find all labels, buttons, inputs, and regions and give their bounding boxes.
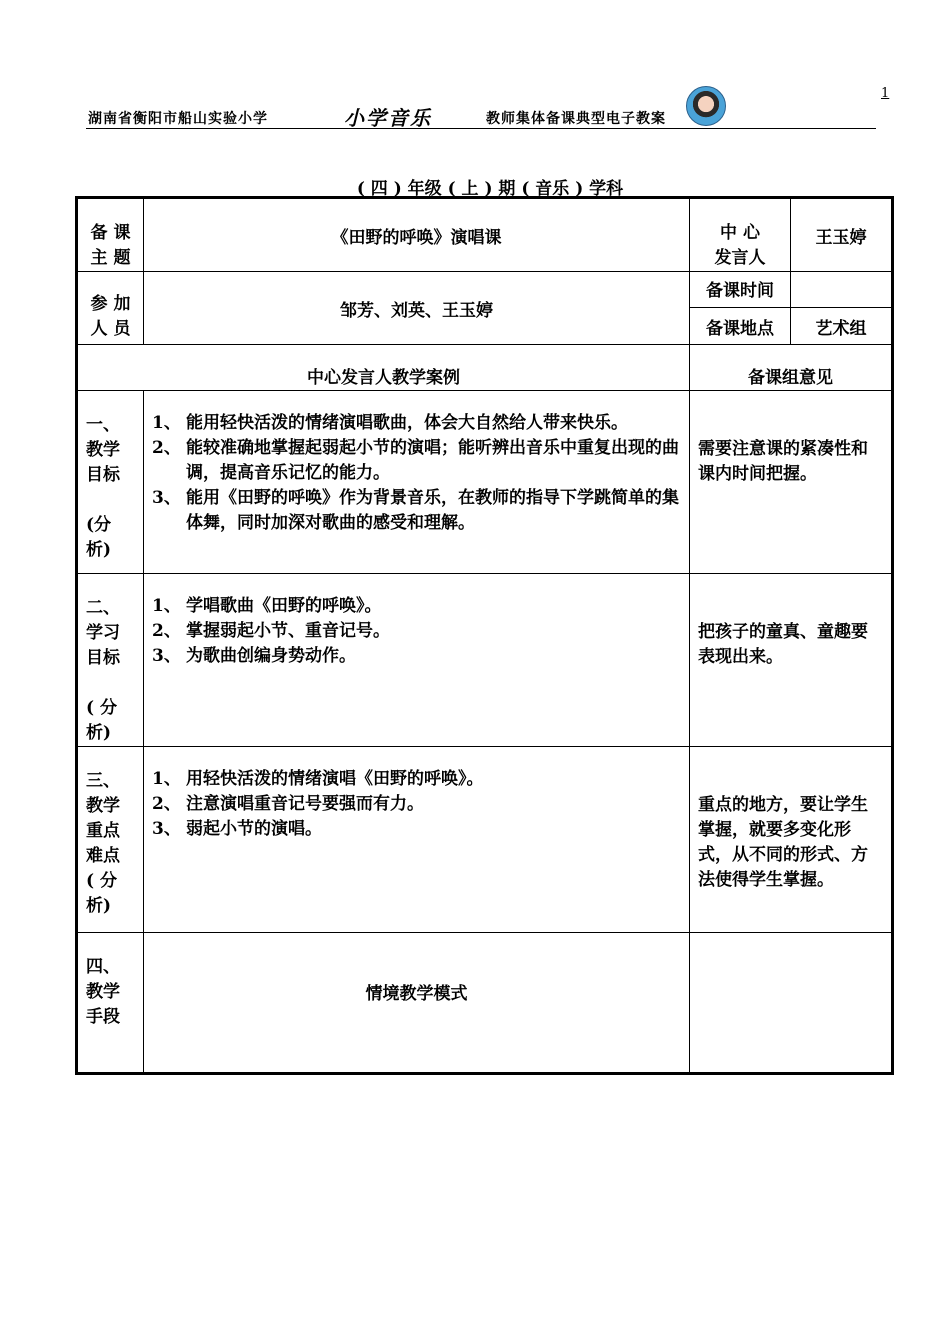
- section-content: 情境教学模式: [144, 933, 690, 1073]
- place-value: 艺术组: [791, 308, 892, 345]
- list-item: 2、 掌握弱起小节、重音记号。: [152, 621, 390, 641]
- list-item: 2、 注意演唱重音记号要强而有力。: [152, 794, 424, 814]
- list-item: 1、 学唱歌曲《田野的呼唤》。: [152, 596, 382, 616]
- header-divider: [86, 128, 876, 129]
- document-type: 教师集体备课典型电子教案: [486, 111, 666, 127]
- speaker-label: 中 心 发言人: [690, 199, 791, 272]
- section-items: [144, 574, 690, 747]
- section-opinion: [690, 933, 892, 1073]
- time-value: [791, 272, 892, 308]
- school-name: 湖南省衡阳市船山实验小学: [88, 111, 268, 127]
- section-items: [144, 391, 690, 574]
- participants-value: 邹芳、刘英、王玉婷: [144, 272, 690, 345]
- topic-label: 备 课 主 题: [78, 199, 144, 272]
- list-item: 3、 能用《田野的呼唤》作为背景音乐，在教师的指导下学跳简单的集体舞，同时加深对歌曲的感受和理解。: [152, 488, 679, 533]
- page-title: ( 四 ) 年级 ( 上 ) 期 ( 音乐 ) 学科: [356, 179, 624, 199]
- section-label: 二、 学习 目标 ( 分 析): [78, 574, 144, 747]
- section-label: 一、 教学 目标 (分 析): [78, 391, 144, 574]
- avatar: [686, 86, 726, 126]
- page-header: [86, 86, 876, 130]
- section-opinion: 需要注意课的紧凑性和课内时间把握。: [690, 391, 892, 574]
- topic-value: 《田野的呼唤》演唱课: [144, 199, 690, 272]
- list-item: 3、 弱起小节的演唱。: [152, 819, 322, 839]
- section-label: 四、 教学 手段: [78, 933, 144, 1073]
- participants-label: 参 加 人 员: [78, 272, 144, 345]
- section-opinion: 把孩子的童真、童趣要表现出来。: [690, 574, 892, 747]
- place-label: 备课地点: [690, 308, 791, 345]
- opinion-header: 备课组意见: [690, 345, 892, 391]
- list-item: 3、 为歌曲创编身势动作。: [152, 646, 356, 666]
- page-number: 1: [881, 86, 890, 101]
- list-item: 1、 用轻快活泼的情绪演唱《田野的呼唤》。: [152, 769, 484, 789]
- speaker-value: 王玉婷: [791, 199, 892, 272]
- time-label: 备课时间: [690, 272, 791, 308]
- section-items: [144, 747, 690, 933]
- list-item: 2、 能较准确地掌握起弱起小节的演唱；能听辨出音乐中重复出现的曲调，提高音乐记忆的能力。: [152, 438, 679, 483]
- case-header: 中心发言人教学案例: [78, 345, 690, 391]
- section-opinion: 重点的地方，要让学生掌握，就要多变化形式，从不同的形式、方法使得学生掌握。: [690, 747, 892, 933]
- section-label: 三、 教学 重点 难点 ( 分 析): [78, 747, 144, 933]
- lesson-plan-table: [77, 198, 892, 1073]
- subject-name: 小学音乐: [344, 106, 432, 130]
- list-item: 1、 能用轻快活泼的情绪演唱歌曲，体会大自然给人带来快乐。: [152, 413, 628, 433]
